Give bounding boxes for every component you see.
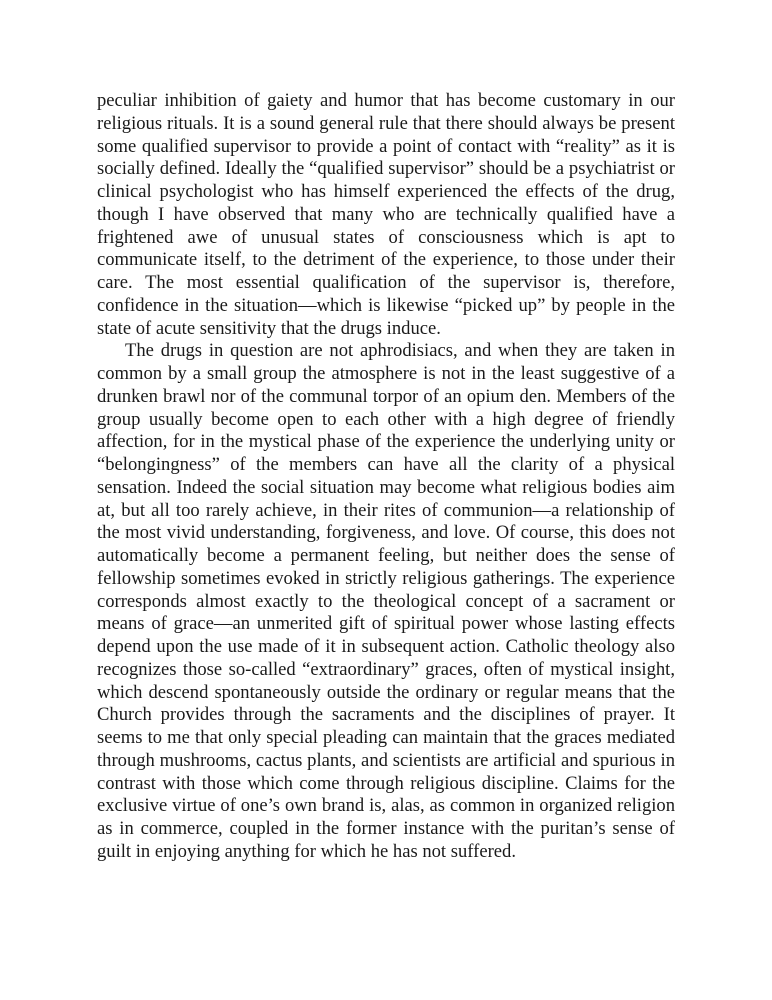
- page-body: [97, 90, 675, 864]
- paragraph-drugs-communion: The drugs in question are not aphrodisiacs, and when they are taken in common by a small group the atmosphere is not in the least suggestive of a drunken brawl nor of the communal torpor of an opium den. Members of the group usually become open to each other with a high degree of friendly affection, for in the mystical phase of the experience the underlying unity or “belongingness” of the members can have all the clarity of a physical sensation. Indeed the social situation may become what religious bodies aim at, but all too rarely achieve, in their rites of communion—a relationship of the most vivid understanding, forgiveness, and love. Of course, this does not automatically become a permanent feeling, but neither does the sense of fellowship sometimes evoked in strictly religious gatherings. The experience corresponds almost exactly to the theological concept of a sacrament or means of grace—an unmerited gift of spiritual power whose lasting effects depend upon the use made of it in subsequent action. Catholic theology also recognizes those so-called “extraordinary” graces, often of mystical insight, which descend spontaneously outside the ordinary or regular means that the Church provides through the sacraments and the disciplines of prayer. It seems to me that only special pleading can maintain that the graces mediated through mushrooms, cactus plants, and scientists are artificial and spurious in contrast with those which come through religious discipline. Claims for the exclusive virtue of one’s own brand is, alas, as common in organized religion as in commerce, coupled in the former instance with the puritan’s sense of guilt in enjoying anything for which he has not suffered.: [97, 340, 675, 862]
- paragraph-continuation: peculiar inhibition of gaiety and humor that has become customary in our religious rituals. It is a sound general rule that there should always be present some qualified supervisor to provide a point of contact with “reality” as it is socially defined. Ideally the “qualified supervisor” should be a psychiatrist or clinical psychologist who has himself experienced the effects of the drug, though I have observed that many who are technically qualified have a frightened awe of unusual states of consciousness which is apt to communicate itself, to the detriment of the experience, to those under their care. The most essential qualification of the supervisor is, therefore, confidence in the situation—which is likewise “picked up” by people in the state of acute sensitivity that the drugs induce.: [97, 90, 675, 339]
